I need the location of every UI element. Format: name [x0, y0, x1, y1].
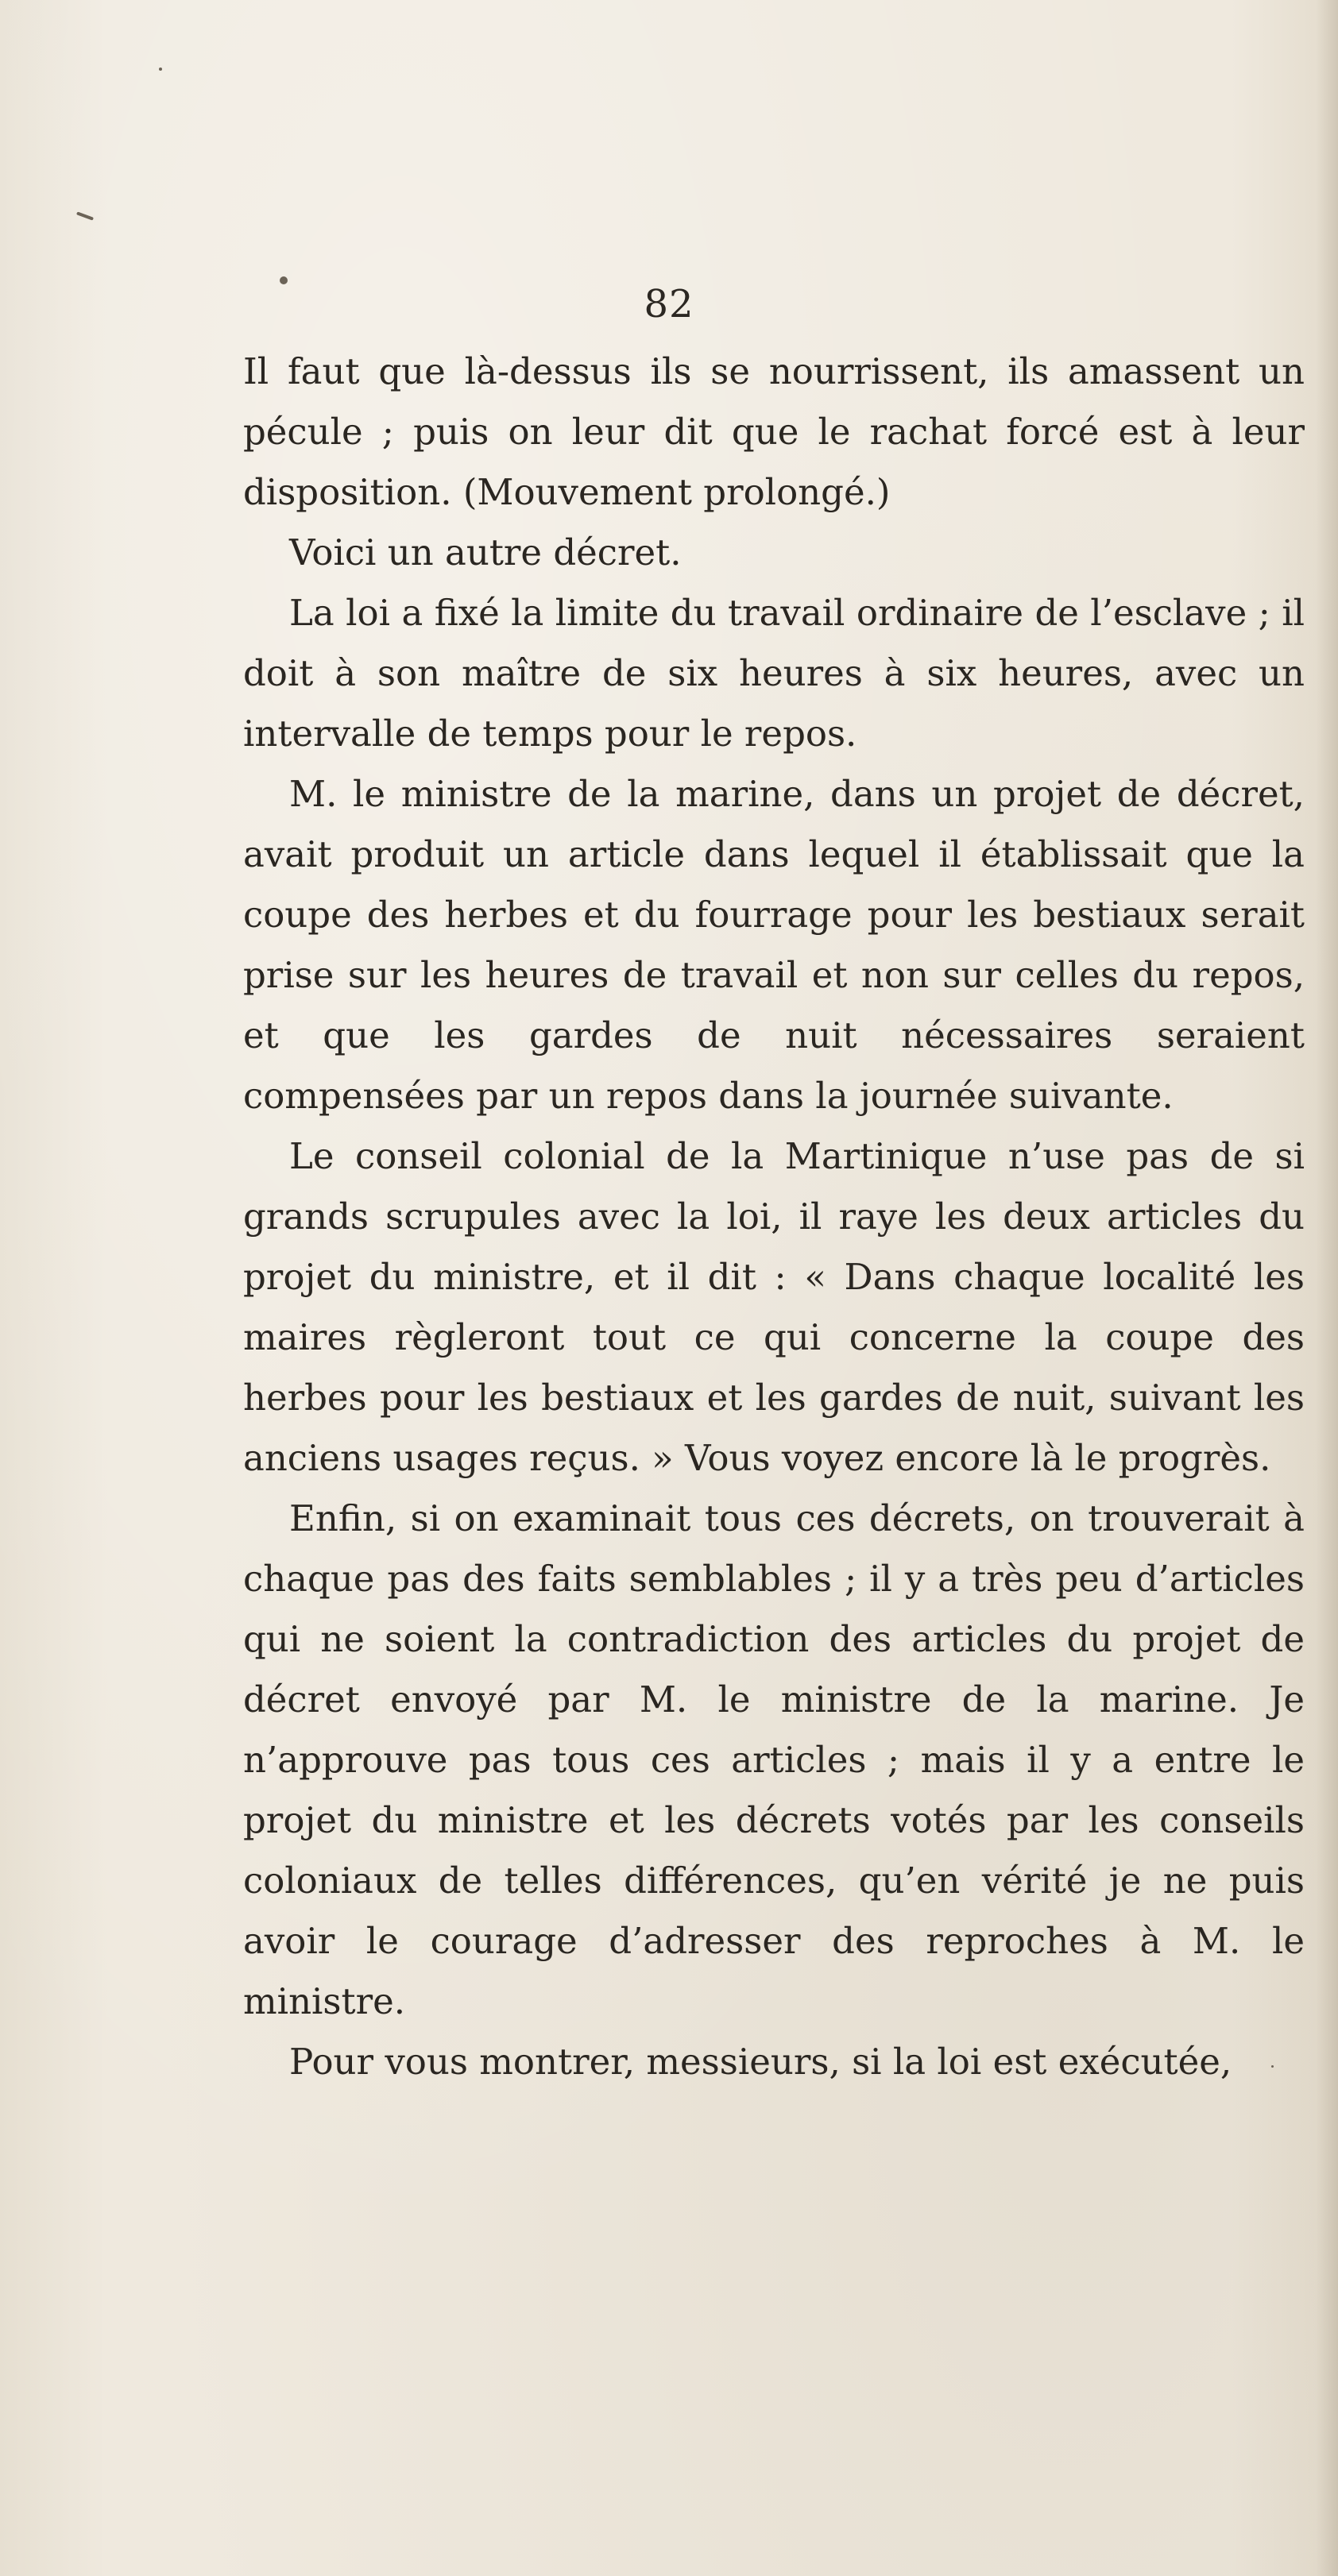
paragraph: Pour vous montrer, messieurs, si la loi est exécutée,: [289, 2041, 1232, 2083]
paragraph: Le conseil colonial de la Martinique n’use pas de si grands scrupules avec la loi, il raye les deux articles du projet du ministre, et il dit : « Dans chaque localité les maires règleront tout ce qui concerne la coupe des herbes pour les bestiaux et les gardes de nuit, suivant les anciens usages reçus. » Vous voyez encore là le progrès.: [243, 1135, 1305, 1479]
paragraph: Enfin, si on examinait tous ces décrets, on trouverait à chaque pas des faits semblables ; il y a très peu d’articles qui ne soient la contradiction des articles du projet de décret envoyé par M. le ministre de la marine. Je n’approuve pas tous ces articles ; mais il y a entre le projet du ministre et les décrets votés par les conseils coloniaux de telles différences, qu’en vérité je ne puis avoir le courage d’adresser des reproches à M. le ministre.: [243, 1497, 1305, 2022]
ink-speck: [76, 211, 94, 220]
page-edge-shadow: [1316, 0, 1338, 2576]
paragraph: La loi a fixé la limite du travail ordinaire de l’esclave ; il doit à son maître de six heures à six heures, avec un intervalle de temps pour le repos.: [243, 592, 1305, 755]
page-number: 82: [644, 282, 694, 326]
ink-speck: [159, 68, 162, 71]
paragraph: Voici un autre décret.: [289, 531, 682, 574]
paragraph: Il faut que là-dessus ils se nourrissent, ils amassent un pécule ; puis on leur dit que le rachat forcé est à leur disposition. (Mouvement prolongé.): [243, 350, 1305, 513]
paragraph: M. le ministre de la marine, dans un projet de décret, avait produit un article dans lequel il établissait que la coupe des herbes et du fourrage pour les bestiaux serait prise sur les heures de travail et non sur celles du repos, et que les gardes de nuit nécessaires seraient compensées par un repos dans la journée suivante.: [243, 773, 1305, 1117]
body-text: [243, 342, 1305, 2092]
